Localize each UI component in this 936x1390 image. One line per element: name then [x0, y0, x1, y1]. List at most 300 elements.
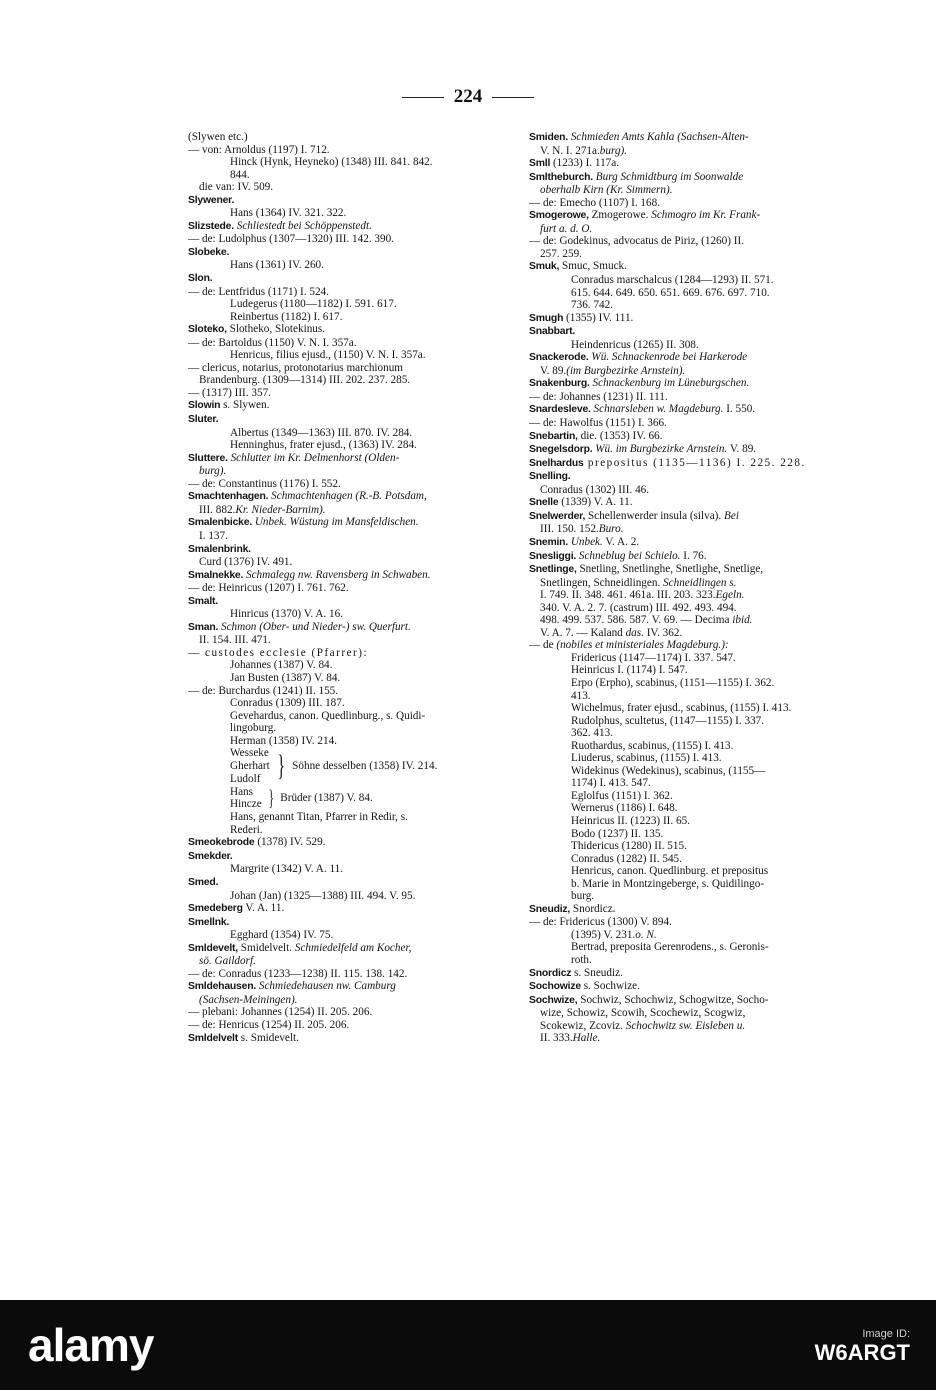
right-column-entries: [529, 131, 849, 1045]
index-entry-line: [188, 387, 506, 400]
index-entry-heading-line: [188, 1032, 506, 1046]
entry-headword: Slowin: [188, 400, 221, 412]
entry-text: Liuderus, scabinus, (1155) I. 413.: [571, 752, 722, 765]
entry-italic-text: das.: [625, 626, 644, 639]
entry-text: Sochwiz, Schochwiz, Schogwitze, Socho-: [577, 993, 769, 1006]
entry-headword: Snelhardus: [529, 457, 584, 469]
entry-text: Eglolfus (1151) I. 362.: [571, 789, 673, 802]
entry-text: 498. 499. 537. 586. 587. V. 69. — Decima: [540, 614, 733, 627]
entry-text: Margrite (1342) V. A. 11.: [230, 863, 344, 876]
index-entry-line: [188, 955, 506, 968]
entry-headword: Sochwize,: [529, 994, 578, 1006]
entry-text: — de: Godekinus, advocatus de Piriz, (1260) II.: [529, 235, 744, 248]
index-entry-heading-line: [529, 430, 849, 444]
entry-text: die van: IV. 509.: [199, 181, 274, 194]
entry-text: Schellenwerder insula (silva).: [585, 509, 725, 522]
index-entry-line: [529, 929, 849, 942]
entry-text: b. Marie in Montzingeberge, s. Quidilingo-: [571, 877, 765, 890]
entry-italic-text: Kr. Nieder-Barnim).: [235, 503, 326, 516]
index-entry-line: [188, 863, 506, 876]
entry-text: V. A. 11.: [242, 902, 285, 915]
entry-text: Bodo (1237) II. 135.: [571, 827, 664, 840]
entry-italic-text: sö. Gaildorf.: [199, 955, 256, 968]
entry-text: — von: Arnoldus (1197) I. 712.: [188, 143, 330, 156]
brace-name: Gherhart: [230, 759, 270, 772]
entry-text-tail: V. A. 2.: [602, 535, 640, 548]
entry-headword: Smalnekke.: [188, 569, 244, 581]
watermark-image-id: [815, 1328, 910, 1366]
entry-headword: Snabbart.: [529, 326, 576, 338]
entry-text: Wernerus (1186) I. 648.: [571, 802, 678, 815]
index-entry-heading-line: [529, 377, 849, 391]
index-entry-line: [188, 427, 506, 440]
entry-text: (Slywen etc.): [188, 131, 248, 143]
entry-text: s. Sneudiz.: [571, 966, 623, 979]
entry-text: Ruothardus, scabinus, (1155) I. 413.: [571, 739, 734, 752]
entry-text: s. Sochwize.: [580, 980, 640, 993]
index-entry-line: [188, 556, 506, 569]
index-entry-line: [529, 614, 849, 627]
entry-headword: Snegelsdorp.: [529, 444, 593, 456]
entry-text: Herman (1358) IV. 214.: [230, 734, 337, 747]
index-entry-heading-line: [188, 516, 506, 530]
index-entry-line: [529, 878, 849, 891]
entry-text: III. 150. 152.: [540, 523, 599, 536]
entry-text: (1395) V. 231.: [571, 928, 636, 941]
entry-text: 362. 413.: [571, 727, 613, 740]
entry-text: — de: Johannes (1231) II. 111.: [529, 390, 668, 403]
entry-headword: Snardesleve.: [529, 404, 591, 416]
entry-text: Bertrad, preposita Gerenrodens., s. Geronis-: [571, 941, 769, 954]
index-entry-line: [529, 677, 849, 690]
index-entry-line: [188, 286, 506, 299]
page-number-header: [0, 86, 936, 108]
entry-italic-text: furt a. d. O.: [540, 222, 593, 235]
entry-text: — de: Ludolphus (1307—1320) III. 142. 390.: [188, 233, 395, 246]
entry-text: — custodes ecclesie (Pfarrer):: [188, 646, 369, 659]
entry-italic-text: Halle.: [572, 1032, 601, 1045]
index-entry-line: [188, 478, 506, 491]
index-entry-heading-line: [529, 903, 849, 917]
watermark-logo: alamy: [28, 1319, 154, 1371]
entry-italic-text: (Sachsen-Meiningen).: [199, 993, 298, 1006]
entry-headword: Smalt.: [188, 595, 218, 607]
entry-headword: Smugh: [529, 312, 564, 324]
entry-headword: Smekder.: [188, 850, 233, 862]
entry-italic-text: o. N.: [635, 928, 657, 941]
entry-text: Hinck (Hynk, Heyneko) (1348) III. 841. 842.: [230, 156, 433, 169]
entry-text: Hans (1364) IV. 321. 322.: [230, 207, 347, 220]
index-entry-heading-line: [529, 550, 849, 564]
index-entry-line: [529, 484, 849, 497]
index-entry-line: [529, 274, 849, 287]
entry-text: Jan Busten (1387) V. 84.: [230, 671, 341, 684]
entry-headword: Snetlinge,: [529, 564, 577, 576]
entry-text: Conradus (1302) III. 46.: [540, 483, 650, 496]
index-entry-line: [188, 233, 506, 246]
entry-text: 1174) I. 413. 547.: [571, 777, 651, 790]
entry-headword: Snelwerder,: [529, 510, 586, 522]
index-entry-line: [529, 523, 849, 536]
entry-text: 413.: [571, 689, 591, 702]
index-entry-line: [529, 577, 849, 590]
index-entry-heading-line: [529, 967, 849, 981]
entry-text: V. 89.: [540, 364, 567, 377]
entry-text: Smidelvelt.: [237, 941, 295, 954]
entry-text: V. N. I. 271a.: [540, 144, 600, 157]
index-entry-line: [188, 504, 506, 517]
index-entry-heading-line: [529, 457, 849, 471]
entry-italic-text: Bei: [724, 509, 739, 522]
entry-text: Rudolphus, scultetus, (1147—1155) I. 337.: [571, 714, 765, 727]
entry-text: Henninghus, frater ejusd., (1363) IV. 284.: [230, 439, 417, 452]
entry-text: Scokewiz, Zcoviz.: [540, 1019, 626, 1032]
index-entry-line: [188, 735, 506, 748]
entry-text: Rederi.: [230, 823, 263, 836]
index-entry-line: [188, 647, 506, 660]
index-entry-line: [188, 465, 506, 478]
index-entry-line: [188, 144, 506, 157]
entry-headword: Snackerode.: [529, 352, 589, 364]
index-entry-line: [529, 802, 849, 815]
entry-headword: Sloteko,: [188, 324, 227, 336]
entry-text: (1339) V. A. 11.: [558, 496, 633, 509]
index-entry-line: [188, 659, 506, 672]
right-column: [529, 131, 849, 1045]
index-entry-line: [529, 639, 849, 652]
index-entry-line: [188, 349, 506, 362]
entry-text: burg.: [571, 890, 595, 903]
index-entry-heading-line: [529, 260, 849, 274]
entry-text: s. Slywen.: [220, 399, 270, 412]
entry-headword: Sman.: [188, 621, 219, 633]
entry-italic-text: Schnarsleben w. Magdeburg.: [593, 403, 724, 416]
entry-headword: Smedeberg: [188, 903, 243, 915]
entry-text: Snetlingen, Schneidlingen.: [540, 576, 664, 589]
entry-text: Johan (Jan) (1325—1388) III. 494. V. 95.: [230, 889, 416, 902]
index-entry-line: [188, 259, 506, 272]
image-id-label: Image ID:: [862, 1328, 910, 1340]
left-column-tail-entries: [188, 811, 506, 1045]
entry-text: Hinricus (1370) V. A. 16.: [230, 608, 344, 621]
index-entry-heading-line: [529, 470, 849, 484]
entry-text: Henricus, filius ejusd., (1150) V. N. I. 357a.: [230, 349, 426, 362]
index-entry-line: [529, 853, 849, 866]
entry-text: Johannes (1387) V. 84.: [230, 659, 333, 672]
entry-headword: Sochowize: [529, 981, 581, 993]
entry-italic-text: Unbek.: [570, 535, 603, 548]
index-entry-heading-line: [529, 563, 849, 577]
index-entry-line: [529, 299, 849, 312]
entry-headword: Smeokebrode: [188, 837, 255, 849]
index-entry-heading-line: [188, 621, 506, 635]
entry-text: Slotheko, Slotekinus.: [226, 323, 326, 336]
entry-text: Heinricus II. (1223) II. 65.: [571, 814, 690, 827]
entry-headword: Sluttere.: [188, 452, 228, 464]
index-entry-line: [188, 1019, 506, 1032]
index-entry-heading-line: [188, 452, 506, 466]
entry-italic-text: Schmon (Ober- und Nieder-) sw. Querfurt.: [220, 620, 411, 633]
index-entry-line: [529, 815, 849, 828]
index-entry-line: [529, 727, 849, 740]
index-entry-heading-line: [188, 272, 506, 286]
index-entry-heading-line: [188, 942, 506, 956]
index-entry-heading-line: [188, 902, 506, 916]
header-rule-left: [402, 97, 444, 98]
entry-text: Snetling, Snetlinghe, Snetlighe, Snetlige,: [576, 563, 764, 576]
entry-text: Gevehardus, canon. Quedlinburg., s. Quidi-: [230, 709, 426, 722]
index-entry-heading-line: [529, 536, 849, 550]
entry-text: Albertus (1349—1363) III. 870. IV. 284.: [230, 426, 413, 439]
entry-text: — de: [529, 639, 557, 652]
brace-sons-text: Söhne desselben (1358) IV. 214.: [292, 759, 438, 772]
index-entry-line: [529, 715, 849, 728]
brace-sons-curl: }: [277, 749, 285, 783]
index-entry-heading-line: [529, 510, 849, 524]
entry-text: Erpo (Erpho), scabinus, (1151—1155) I. 362.: [571, 676, 775, 689]
index-entry-heading-line: [188, 399, 506, 413]
entry-text: — de: Heinricus (1207) I. 761. 762.: [188, 582, 349, 595]
index-entry-line: [529, 235, 849, 248]
index-entry-line: [529, 840, 849, 853]
entry-text: Ludegerus (1180—1182) I. 591. 617.: [230, 298, 397, 311]
entry-text-tail: I. 76.: [680, 549, 707, 562]
entry-text: Heindenricus (1265) II. 308.: [571, 338, 699, 351]
entry-text: II. 154. III. 471.: [199, 634, 271, 647]
index-entry-line: [529, 790, 849, 803]
entry-headword: Smltheburch.: [529, 171, 593, 183]
brace-brothers-text: Brüder (1387) V. 84.: [280, 791, 373, 804]
index-entry-heading-line: [529, 131, 849, 145]
entry-italic-text: Buro.: [598, 523, 624, 536]
index-entry-line: [188, 824, 506, 837]
index-entry-line: [188, 374, 506, 387]
entry-text: — de: Conradus (1233—1238) II. 115. 138. 142.: [188, 967, 408, 980]
entry-text: Widekinus (Wedekinus), scabinus, (1155—: [571, 764, 766, 777]
entry-italic-text: Schliestedt bei Schöppenstedt.: [236, 219, 372, 232]
index-entry-heading-line: [529, 496, 849, 510]
entry-text: Curd (1376) IV. 491.: [199, 556, 293, 569]
entry-italic-text: burg).: [199, 465, 227, 478]
entry-text: — de: Emecho (1107) I. 168.: [529, 196, 661, 209]
entry-headword: Sluter.: [188, 414, 219, 426]
entry-italic-text: Schneblug bei Schielo.: [578, 549, 681, 562]
entry-text: 736. 742.: [571, 299, 613, 312]
entry-text: — de: Lentfridus (1171) I. 524.: [188, 285, 329, 298]
index-entry-line: [188, 608, 506, 621]
index-entry-heading-line: [529, 312, 849, 326]
entry-headword: Slywener.: [188, 194, 235, 206]
entry-headword: Snelle: [529, 497, 559, 509]
index-entry-line: [188, 672, 506, 685]
index-entry-heading-line: [529, 994, 849, 1008]
index-entry-line: [529, 954, 849, 967]
entry-text: wize, Schowiz, Scowih, Scochewiz, Scogwiz,: [540, 1007, 746, 1020]
index-entry-line: [529, 740, 849, 753]
entry-italic-text: Schmiedelfeld am Kocher,: [294, 941, 412, 954]
entry-text: Henricus, canon. Quedlinburg. et prepositus: [571, 865, 769, 878]
index-entry-line: [529, 752, 849, 765]
entry-text: die. (1353) IV. 66.: [577, 429, 663, 442]
index-entry-line: [529, 777, 849, 790]
index-entry-line: [529, 184, 849, 197]
index-entry-line: [188, 890, 506, 903]
index-entry-line: [188, 929, 506, 942]
entry-text-tail: V. 89.: [727, 443, 757, 456]
index-entry-line: [529, 890, 849, 903]
index-entry-line: [529, 865, 849, 878]
entry-italic-text: ibid.: [732, 614, 753, 627]
index-entry-line: [188, 710, 506, 723]
entry-headword: Smalenbicke.: [188, 517, 253, 529]
entry-text: III. 882.: [199, 503, 236, 516]
entry-text: 257. 259.: [540, 247, 582, 260]
index-entry-heading-line: [529, 157, 849, 171]
index-entry-heading-line: [529, 209, 849, 223]
index-entry-line: [188, 722, 506, 735]
index-entry-line: [188, 994, 506, 1007]
index-entry-line: [188, 685, 506, 698]
brace-sons-names: [230, 747, 270, 785]
index-entry-line: [529, 365, 849, 378]
index-entry-heading-line: [188, 569, 506, 583]
index-entry-line: [529, 828, 849, 841]
entry-text: Conradus marschalcus (1284—1293) II. 571.: [571, 274, 774, 287]
entry-text: Thidericus (1280) II. 515.: [571, 840, 687, 853]
brace-name: Hans: [230, 785, 253, 798]
entry-italic-text: Egeln.: [715, 589, 745, 602]
entry-headword: Slobeke.: [188, 246, 230, 258]
index-entry-heading-line: [188, 194, 506, 208]
entry-text: — de: Hawolfus (1151) I. 366.: [529, 417, 667, 430]
entry-headword: Smldevelt,: [188, 942, 238, 954]
index-entry-line: [529, 287, 849, 300]
brace-name: Hincze: [230, 798, 262, 811]
left-column: [188, 131, 506, 1045]
index-entry-line: [529, 602, 849, 615]
entry-headword: Smellnk.: [188, 916, 230, 928]
index-entry-line: [188, 811, 506, 824]
entry-italic-text: Unbek. Wüstung im Mansfeldischen.: [254, 516, 419, 529]
index-entry-line: [529, 391, 849, 404]
index-entry-line: [188, 1006, 506, 1019]
index-entry-line: [188, 337, 506, 350]
index-entry-line: [529, 1007, 849, 1020]
entry-italic-text: Schmiedehausen nw. Camburg: [258, 980, 396, 993]
index-entry-line: [529, 652, 849, 665]
index-entry-line: [529, 702, 849, 715]
index-entry-line: [529, 145, 849, 158]
entry-text: Hans (1361) IV. 260.: [230, 259, 324, 272]
index-entry-heading-line: [529, 980, 849, 994]
index-entry-heading-line: [529, 443, 849, 457]
entry-text: Conradus (1282) II. 545.: [571, 852, 682, 865]
entry-headword: Slon.: [188, 273, 213, 285]
entry-text: s. Smidevelt.: [237, 1031, 299, 1044]
index-entry-heading-line: [188, 850, 506, 864]
entry-headword: Smll: [529, 158, 551, 170]
entry-italic-text: Schochwitz sw. Eisleben u.: [625, 1019, 746, 1032]
entry-headword: Sneudiz,: [529, 903, 571, 915]
entry-text: — de: Bartoldus (1150) V. N. I. 357a.: [188, 336, 357, 349]
entry-italic-text: Schmalegg nw. Ravensberg in Schwaben.: [243, 568, 431, 581]
entry-italic-text: Schlutter im Kr. Delmenhorst (Olden-: [230, 451, 400, 464]
entry-text: Brandenburg. (1309—1314) III. 202. 237. 285.: [199, 374, 411, 387]
index-entry-line: [188, 634, 506, 647]
index-entry-line: [529, 589, 849, 602]
entry-headword: Snebartin,: [529, 430, 578, 442]
entry-text: I. 749. II. 348. 461. 461a. III. 203. 323.: [540, 589, 716, 602]
index-entry-line: [529, 197, 849, 210]
entry-italic-text: Schmieden Amts Kahla (Sachsen-Alten-: [570, 131, 749, 143]
index-entry-line: [188, 362, 506, 375]
index-entry-line: [529, 223, 849, 236]
index-entry-line: [529, 1032, 849, 1045]
index-entry-line: [529, 941, 849, 954]
entry-headword: Smalenbrink.: [188, 543, 251, 555]
entry-headword: Smldehausen.: [188, 981, 257, 993]
entry-italic-text: Burg Schmidtburg im Soonwalde: [595, 170, 744, 183]
entry-italic-text: (nobiles et ministeriales Magdeburg.):: [556, 639, 729, 652]
entry-text: II. 333.: [540, 1032, 573, 1045]
entry-italic-text: Wü. im Burgbezirke Arnstein.: [595, 443, 728, 456]
index-entry-line: [529, 248, 849, 261]
index-entry-heading-line: [188, 876, 506, 890]
index-entry-line: [529, 1020, 849, 1033]
index-entry-line: [529, 690, 849, 703]
entry-headword: Smachtenhagen.: [188, 491, 269, 503]
brace-sons: [188, 747, 506, 785]
index-entry-line: [188, 311, 506, 324]
brace-brothers-names: [230, 786, 262, 811]
entry-text: Smuc, Smuck.: [559, 260, 627, 273]
entry-text: Hans, genannt Titan, Pfarrer in Redir, s.: [230, 811, 408, 824]
entry-headword: Smed.: [188, 876, 219, 888]
entry-text: Heinricus I. (1174) I. 547.: [571, 664, 688, 677]
index-entry-line: [188, 181, 506, 194]
index-entry-heading-line: [188, 323, 506, 337]
index-entry-line: [529, 339, 849, 352]
index-entry-line: [188, 169, 506, 182]
entry-text: 340. V. A. 2. 7. (castrum) III. 492. 493. 494.: [540, 601, 737, 614]
entry-headword: Snakenburg.: [529, 378, 590, 390]
index-entry-heading-line: [188, 413, 506, 427]
brace-name: Ludolf: [230, 772, 261, 785]
entry-italic-text: Wü. Schnackenrode bei Harkerode: [591, 351, 748, 364]
entry-text: Snordicz.: [570, 902, 616, 915]
index-entry-heading-line: [529, 171, 849, 185]
index-entry-heading-line: [188, 246, 506, 260]
header-rule-right: [492, 97, 534, 98]
entry-headword: Smiden.: [529, 132, 569, 143]
brace-brothers-curl: }: [268, 785, 274, 811]
index-entry-heading-line: [188, 595, 506, 609]
entry-text-tail: I. 550.: [723, 403, 756, 416]
index-entry-heading-line: [529, 351, 849, 365]
entry-text: 844.: [230, 168, 250, 181]
entry-text: Zmogerowe.: [588, 209, 652, 222]
index-entry-line: [188, 968, 506, 981]
left-column-entries: [188, 131, 506, 747]
index-entry-heading-line: [188, 220, 506, 234]
entry-headword: Snordicz: [529, 967, 572, 979]
entry-italic-text: Schneidlingen s.: [663, 576, 737, 589]
entry-headword: Slizstede.: [188, 220, 234, 232]
entry-headword: Snesliggi.: [529, 550, 577, 562]
index-entry-heading-line: [188, 980, 506, 994]
entry-headword: Smuk,: [529, 261, 560, 273]
entry-italic-text: Schmachtenhagen (R.-B. Potsdam,: [271, 490, 427, 503]
